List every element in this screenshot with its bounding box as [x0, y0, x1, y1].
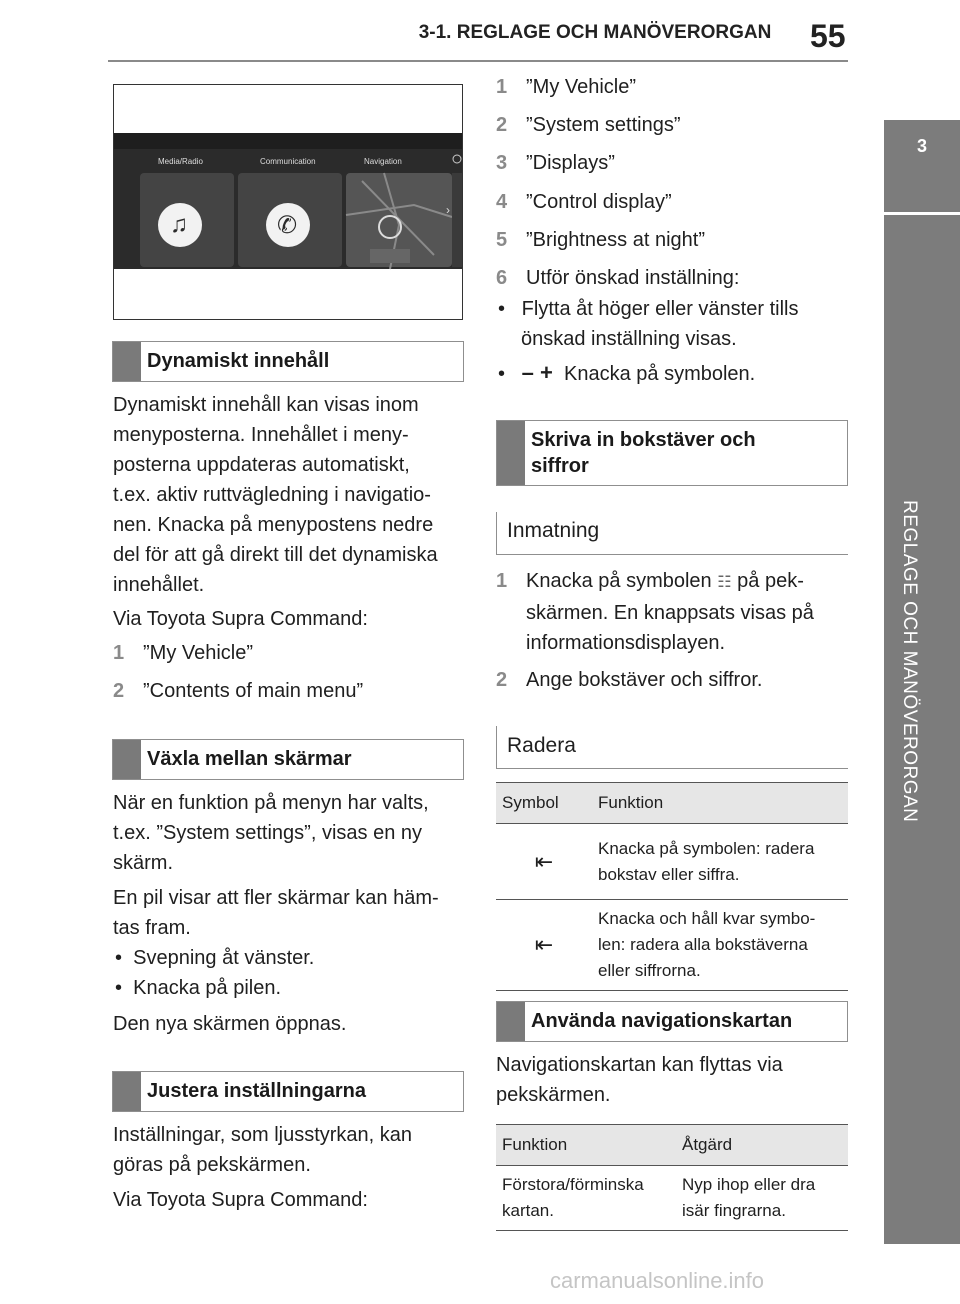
keyboard-touch-icon: ☷ [717, 574, 732, 591]
step-item: 1 ”My Vehicle” [496, 76, 637, 98]
watermark: carmanualsonline.info [550, 1268, 765, 1293]
bullet-item: • – + Knacka på symbolen. [498, 360, 756, 385]
subheading: Radera [507, 734, 576, 757]
tile-label-communication: Communication [260, 157, 316, 166]
page-number: 55 [810, 18, 846, 54]
heading-box-navigation-map [496, 1001, 848, 1042]
paragraph-via-command: Via Toyota Supra Command: [113, 608, 368, 630]
table-row: ⇤ Knacka på symbolen: radera bokstav eller siffra. [496, 824, 848, 900]
heading-box-switch-screens [112, 739, 464, 780]
chevron-right-icon: › [446, 203, 450, 217]
tile-label-navigation: Navigation [364, 157, 402, 166]
bullet-item: • Svepning åt vänster. [115, 947, 315, 969]
paragraph-new-screen: Den nya skärmen öppnas. [113, 1013, 347, 1035]
delete-symbol-table [496, 782, 848, 991]
table-header: Funktion [496, 1125, 676, 1166]
music-note-icon: ♫ [170, 211, 188, 238]
screen-illustration [113, 84, 463, 320]
section-heading: Skriva in bokstäver och siffror [531, 429, 756, 477]
minus-plus-icon: – + [521, 360, 553, 385]
table-header: Åtgärd [676, 1125, 848, 1166]
table-header: Funktion [592, 783, 848, 824]
step-item: 2 ”System settings” [496, 114, 681, 136]
bullet-item: • Knacka på pilen. [115, 977, 282, 999]
backspace-icon: ⇤ [496, 824, 592, 900]
running-header: 3-1. REGLAGE OCH MANÖVERORGAN [418, 22, 772, 43]
step-item: 3 ”Displays” [496, 152, 615, 174]
step-item: 2 Ange bokstäver och siffror. [496, 669, 763, 691]
phone-icon: ✆ [277, 212, 298, 239]
table-row: ⇤ Knacka och håll kvar symbo- len: radera alla bokstäverna eller siffrorna. [496, 900, 848, 991]
paragraph-arrow-info: En pil visar att fler skärmar kan häm- tas fram. [113, 887, 439, 939]
paragraph-navigation-map: Navigationskartan kan flyttas via pekskärmen. [496, 1054, 783, 1106]
section-heading: Använda navigationskartan [531, 1010, 793, 1032]
section-heading: Dynamiskt innehåll [147, 350, 330, 372]
step-item: 1 Knacka på symbolen ☷ på pek- skärmen. En knappsats visas på informationsdisplayen. [496, 570, 814, 654]
backspace-icon: ⇤ [496, 900, 592, 991]
chapter-tab-divider [884, 212, 960, 215]
heading-box-enter-letters [496, 420, 848, 486]
heading-box-dynamic-content [112, 341, 464, 382]
subheading: Inmatning [507, 519, 600, 542]
step-item: 1 ”My Vehicle” [113, 642, 254, 664]
step-item: 4 ”Control display” [496, 191, 672, 213]
heading-box-adjust-settings [112, 1071, 464, 1112]
table-row: Förstora/förminska kartan. Nyp ihop eller dra isär fingrarna. [496, 1166, 848, 1231]
chapter-tab [884, 120, 960, 1244]
chapter-number: 3 [916, 136, 927, 156]
table-header: Symbol [496, 783, 592, 824]
step-item: 5 ”Brightness at night” [496, 229, 705, 251]
navigation-gesture-table [496, 1124, 848, 1231]
paragraph-dynamic-content: Dynamiskt innehåll kan visas inom menyposterna. Innehållet i meny- posterna uppdateras automatiskt, t.ex. aktiv ruttvägledning i navigatio- nen. Knacka på menypostens nedre del för att gå direkt till det dynamiska innehållet. [113, 394, 438, 596]
paragraph-settings: Inställningar, som ljusstyrkan, kan göras på pekskärmen. [113, 1124, 413, 1176]
step-item: 6 Utför önskad inställning: [496, 267, 740, 289]
section-heading: Justera inställningarna [147, 1080, 366, 1102]
subheading-box-delete [496, 726, 848, 769]
subheading-box-input [496, 512, 848, 555]
step-item: 2 ”Contents of main menu” [113, 680, 364, 702]
paragraph-switch-screens: När en funktion på menyn har valts, t.ex. ”System settings”, visas en ny skärm. [113, 792, 429, 874]
tile-label-media: Media/Radio [158, 157, 203, 166]
header-rule [108, 60, 848, 62]
bullet-item: • Flytta åt höger eller vänster tills önskad inställning visas. [498, 298, 799, 350]
paragraph-via-command: Via Toyota Supra Command: [113, 1189, 368, 1211]
control-display-screenshot [114, 85, 462, 319]
chapter-label: REGLAGE OCH MANÖVERORGAN [899, 500, 920, 823]
section-heading: Växla mellan skärmar [147, 748, 352, 770]
